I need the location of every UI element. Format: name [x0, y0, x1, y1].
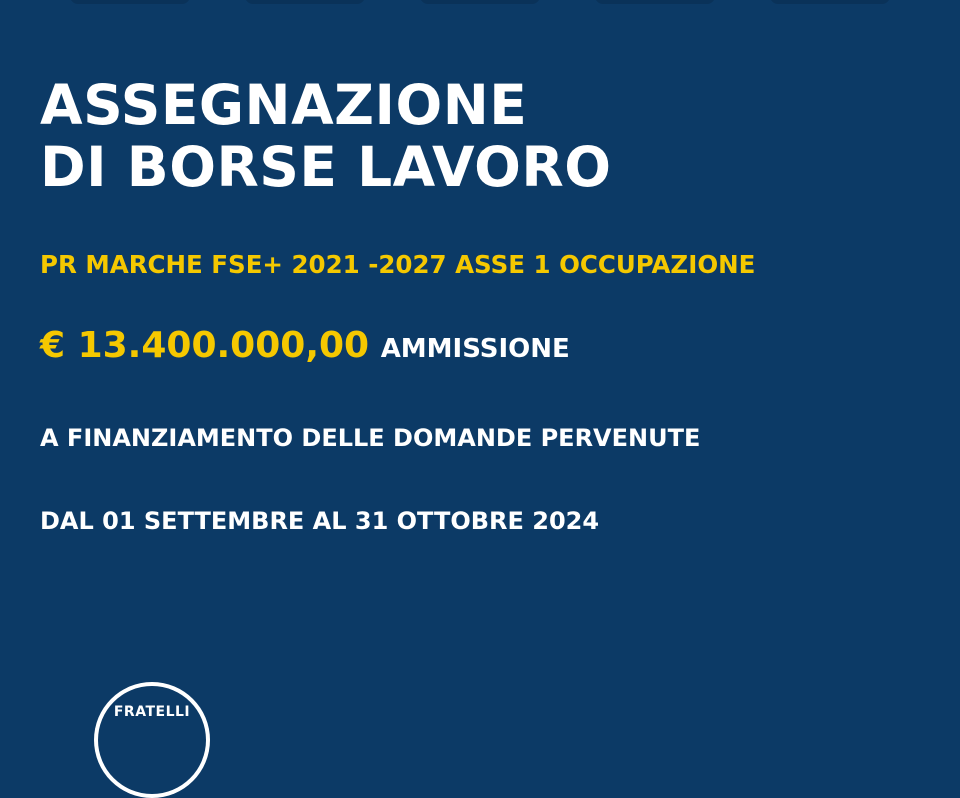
decorative-tab [420, 0, 540, 4]
logo-inner-circle [98, 686, 206, 794]
amount-label: AMMISSIONE [380, 334, 570, 364]
party-logo [94, 682, 210, 798]
logo-text: FRATELLI [113, 704, 191, 720]
title-line-2: DI BORSE LAVORO [40, 135, 612, 199]
program-subtitle: PR MARCHE FSE+ 2021 -2027 ASSE 1 OCCUPAZIONE [40, 250, 756, 279]
top-decorative-strip [0, 0, 960, 8]
poster-title [40, 74, 611, 198]
decorative-tab [770, 0, 890, 4]
title-line-1: ASSEGNAZIONE [40, 73, 528, 137]
amount-line [40, 324, 570, 371]
decorative-tab [70, 0, 190, 4]
decorative-tab [595, 0, 715, 4]
decorative-tab [245, 0, 365, 4]
body-line-financing: A FINANZIAMENTO DELLE DOMANDE PERVENUTE [40, 424, 701, 452]
body-line-dates: DAL 01 SETTEMBRE AL 31 OTTOBRE 2024 [40, 507, 600, 535]
funding-amount: € 13.400.000,00 [40, 325, 370, 366]
